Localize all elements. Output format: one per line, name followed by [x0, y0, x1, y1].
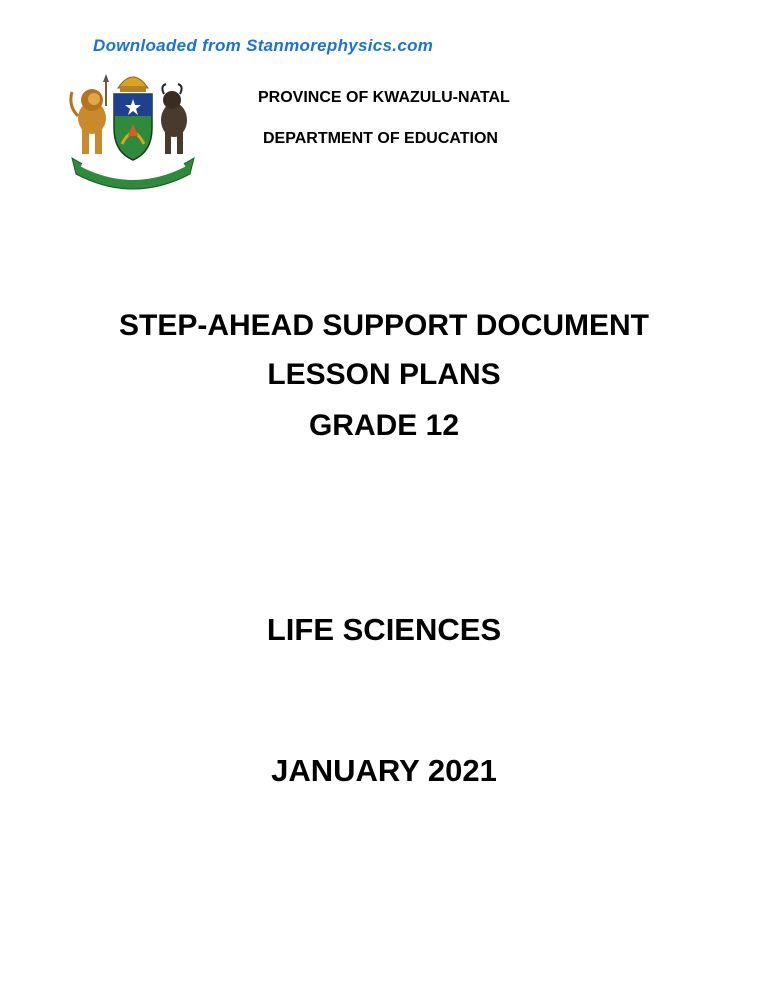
download-source-link[interactable]: Downloaded from Stanmorephysics.com: [93, 36, 434, 55]
document-title-line-2: LESSON PLANS: [267, 358, 501, 391]
document-title-line-1: STEP-AHEAD SUPPORT DOCUMENT: [118, 309, 650, 342]
shield-icon: [114, 94, 152, 160]
grade-title: GRADE 12: [308, 409, 460, 442]
department-name: DEPARTMENT OF EDUCATION: [263, 130, 498, 147]
lion-icon: [71, 74, 109, 154]
subject-title: LIFE SCIENCES: [266, 612, 502, 647]
kzn-coat-of-arms-logo: [62, 66, 204, 192]
wildebeest-icon: [161, 84, 187, 154]
province-name: PROVINCE OF KWAZULU-NATAL: [258, 89, 510, 106]
crown-icon: [118, 77, 148, 92]
document-date: JANUARY 2021: [271, 753, 497, 788]
